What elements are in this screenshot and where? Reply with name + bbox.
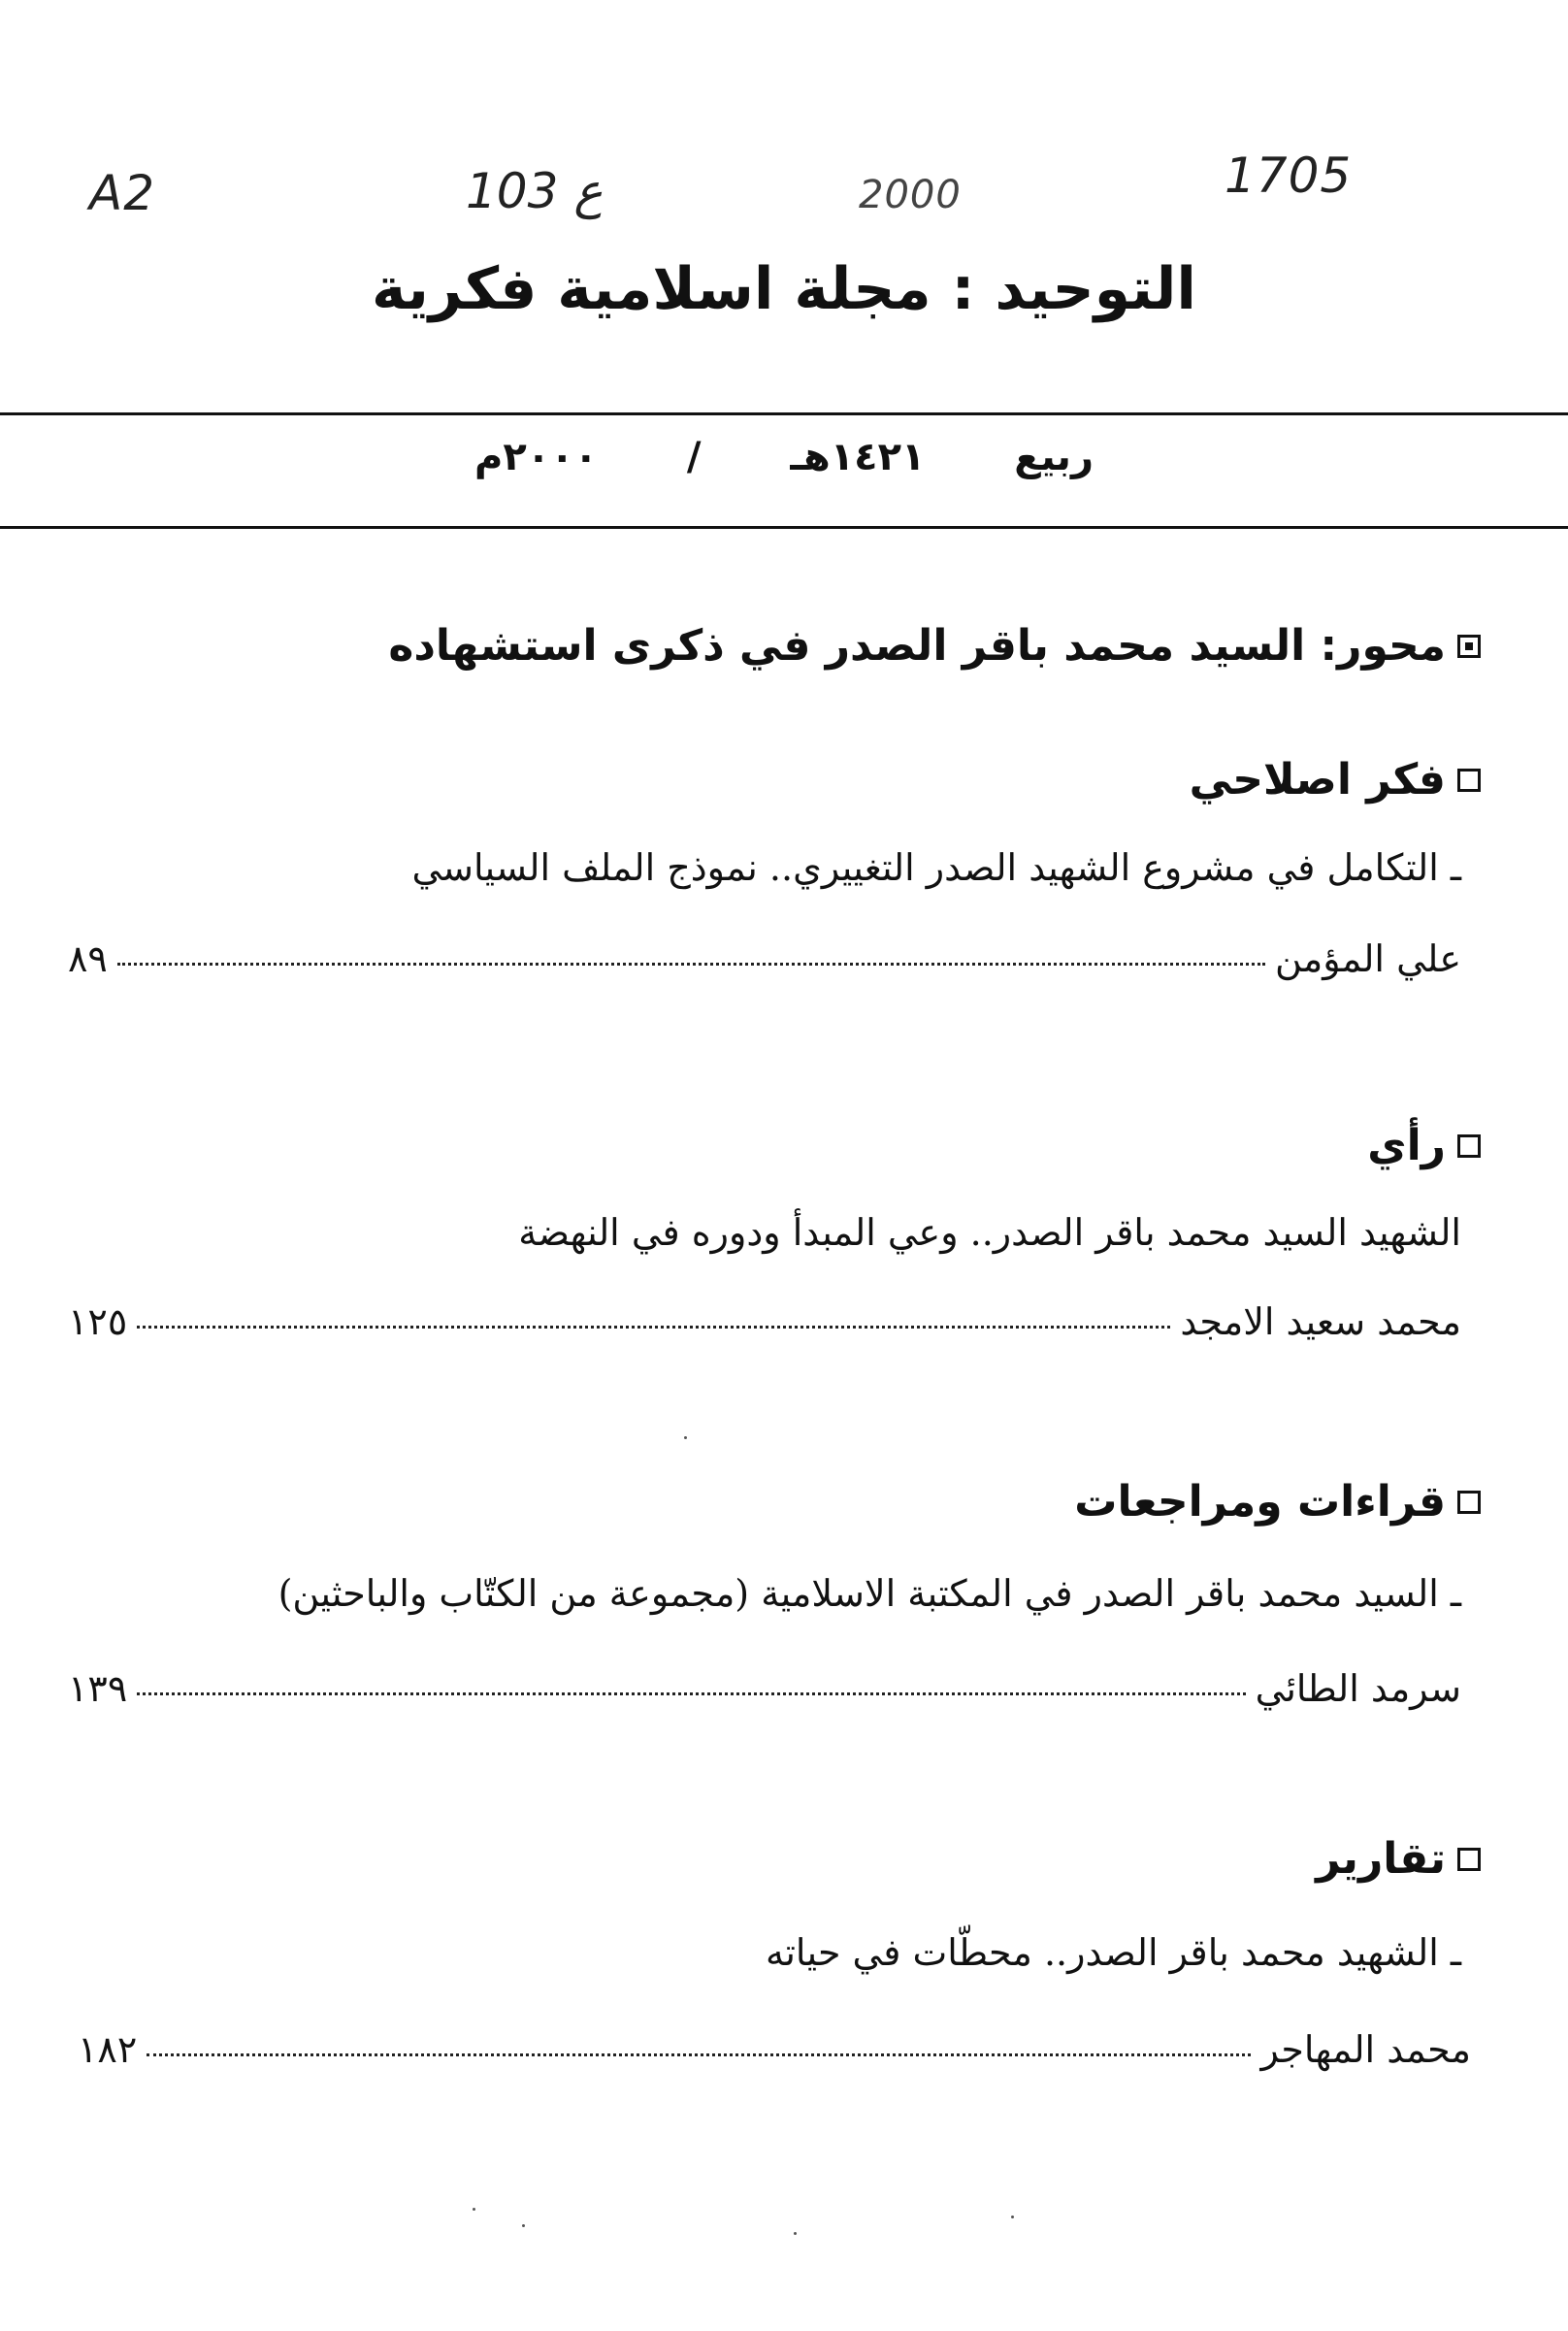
journal-title: التوحيد : مجلة اسلامية فكرية xyxy=(372,255,1196,323)
page-number: ١٢٥ xyxy=(68,1300,128,1343)
article-author: سرمد الطائي xyxy=(1255,1667,1461,1710)
section-heading xyxy=(1316,1834,1481,1884)
article-title: ـ الشهيد محمد باقر الصدر.. محطّات في حياته xyxy=(765,1931,1461,1974)
handwritten-note: A2 xyxy=(89,165,156,221)
section-heading-text: تقارير xyxy=(1316,1834,1446,1884)
scan-speck xyxy=(473,2208,475,2211)
article-author: محمد سعيد الامجد xyxy=(1180,1300,1461,1343)
divider-top xyxy=(0,412,1568,415)
article-title: الشهيد السيد محمد باقر الصدر.. وعي المبدأ ودوره في النهضة xyxy=(518,1211,1461,1254)
section-heading-text: فكر اصلاحي xyxy=(1189,755,1446,804)
page-number: ١٨٢ xyxy=(78,2028,138,2071)
article-author: محمد المهاجر xyxy=(1260,2028,1471,2071)
scan-speck xyxy=(684,1436,687,1439)
article-author: علي المؤمن xyxy=(1274,937,1461,980)
dot-leader xyxy=(137,1326,1170,1329)
issue-separator: / xyxy=(686,435,702,479)
toc-entry xyxy=(68,1667,1461,1710)
bullet-box-icon xyxy=(1457,1848,1481,1871)
issue-gregorian-year: ٢٠٠٠م xyxy=(474,435,598,479)
bullet-box-icon xyxy=(1457,1491,1481,1514)
divider-bottom xyxy=(0,526,1568,529)
handwritten-note: 2000 xyxy=(859,173,962,217)
article-title: ـ السيد محمد باقر الصدر في المكتبة الاسلامية (مجموعة من الكتّاب والباحثين) xyxy=(278,1572,1461,1615)
dot-leader xyxy=(147,2053,1251,2056)
bullet-box-icon xyxy=(1457,1134,1481,1158)
scan-speck xyxy=(522,2224,525,2227)
focus-heading-text: محور: السيد محمد باقر الصدر في ذكرى استشهاده xyxy=(388,621,1446,671)
handwritten-note: 103 ع xyxy=(466,163,604,219)
toc-entry xyxy=(68,1300,1461,1343)
dot-leader xyxy=(137,1692,1245,1695)
section-heading-text: رأي xyxy=(1367,1121,1446,1170)
handwritten-note: 1705 xyxy=(1225,148,1353,204)
toc-entry xyxy=(68,937,1461,980)
issue-hijri-year: ١٤٢١هـ xyxy=(790,435,926,479)
section-heading xyxy=(1074,1477,1481,1527)
article-title: ـ التكامل في مشروع الشهيد الصدر التغييري.. نموذج الملف السياسي xyxy=(411,846,1461,889)
dot-leader xyxy=(117,963,1265,966)
scan-speck xyxy=(1011,2216,1014,2218)
focus-heading xyxy=(388,621,1481,671)
issue-season: ربيع xyxy=(1014,435,1094,479)
toc-entry xyxy=(78,2028,1471,2071)
page-number: ١٣٩ xyxy=(68,1667,128,1710)
bullet-box-icon xyxy=(1457,769,1481,792)
scan-speck xyxy=(794,2232,797,2235)
section-heading xyxy=(1367,1121,1481,1170)
issue-date xyxy=(0,435,1568,479)
section-heading-text: قراءات ومراجعات xyxy=(1074,1477,1446,1527)
page-number: ٨٩ xyxy=(68,937,108,980)
bullet-box-icon xyxy=(1457,635,1481,658)
section-heading xyxy=(1190,755,1481,804)
